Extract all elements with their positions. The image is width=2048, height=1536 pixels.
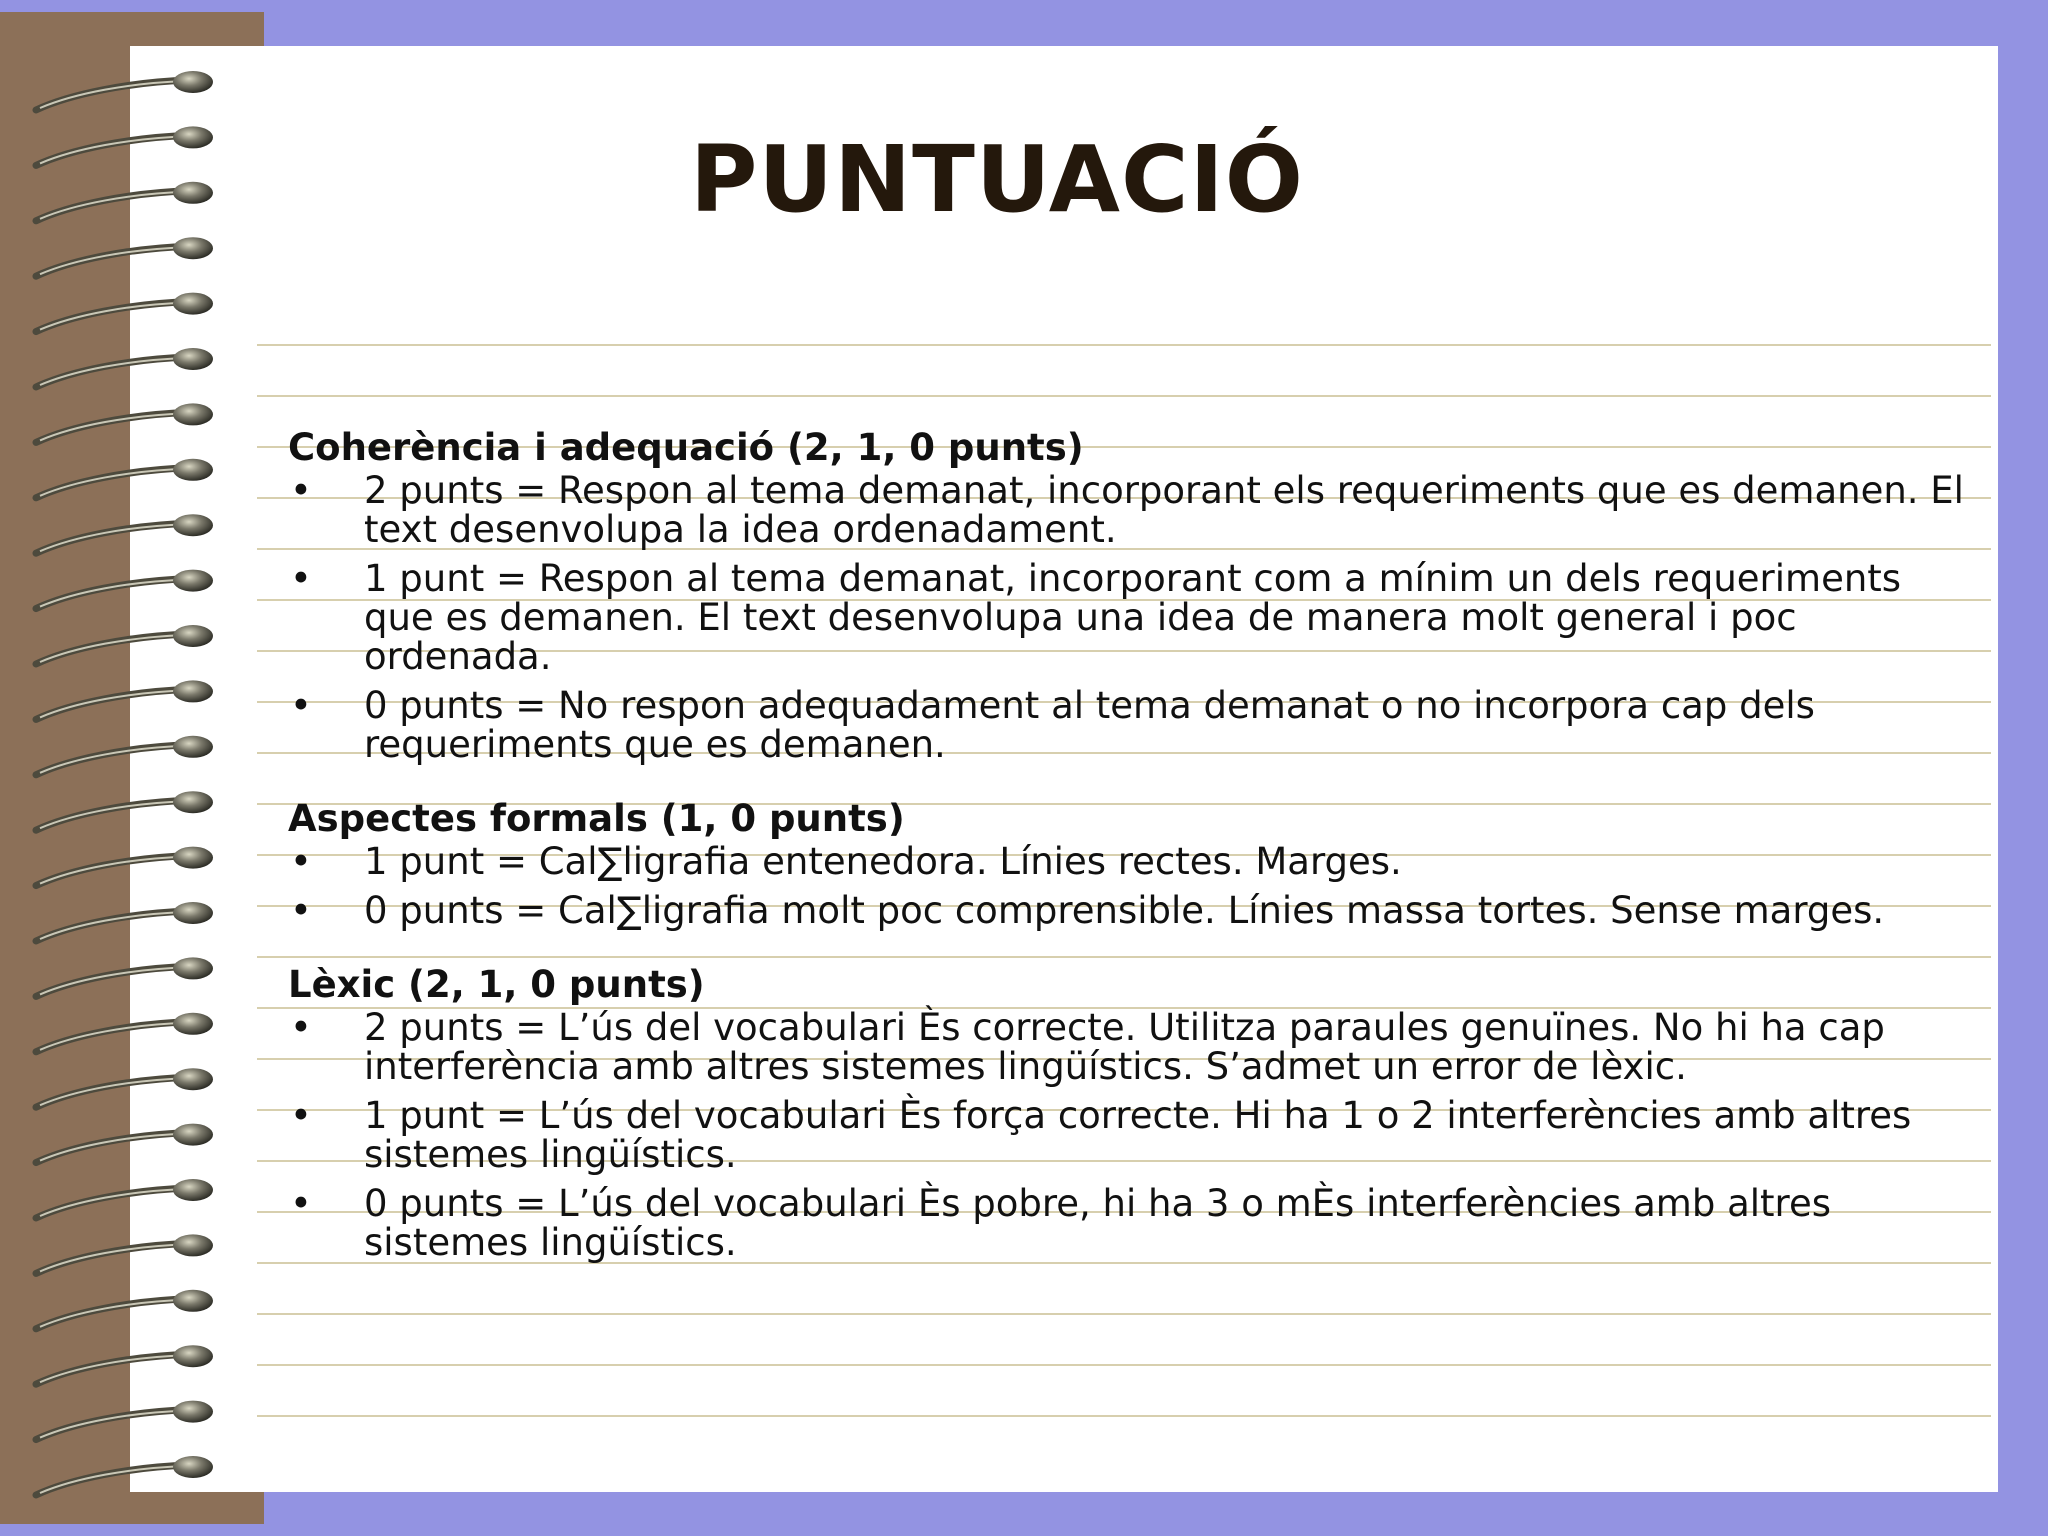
ruled-line (257, 1415, 1991, 1417)
bullet-icon: • (290, 1182, 312, 1225)
spiral-coil-icon (36, 514, 213, 553)
list-item (288, 842, 1978, 881)
list-item (288, 1096, 1978, 1174)
spiral-coil-icon (36, 1456, 213, 1495)
spiral-coil-icon (36, 182, 213, 221)
spiral-coil-icon (36, 1179, 213, 1218)
spiral-coil-icon (36, 1068, 213, 1107)
spiral-coil-icon (36, 348, 213, 387)
bullet-icon: • (290, 1094, 312, 1137)
section-heading: Coherència i adequació (2, 1, 0 punts) (288, 426, 1084, 469)
spiral-coil-icon (36, 1013, 213, 1052)
bullet-icon: • (290, 469, 312, 512)
list-item-text: 0 punts = Cal∑ligrafia molt poc comprensible. Línies massa tortes. Sense marges. (364, 889, 1885, 932)
spiral-coil-icon (36, 957, 213, 996)
scoring-criteria (288, 425, 1978, 1294)
spiral-coil-icon (36, 293, 213, 332)
list-item (288, 559, 1978, 676)
list-item-text: 1 punt = Respon al tema demanat, incorporant com a mínim un dels requeriments que es demanen. El text desenvolupa una idea de manera molt general i poc ordenada. (364, 557, 1902, 678)
spiral-coil-icon (36, 570, 213, 609)
bullet-icon: • (290, 557, 312, 600)
spiral-coil-icon (36, 902, 213, 941)
list-item (288, 891, 1978, 930)
spiral-coil-icon (36, 459, 213, 498)
bullet-icon: • (290, 840, 312, 883)
bullet-icon: • (290, 889, 312, 932)
bullet-icon: • (290, 1006, 312, 1049)
bullet-list (288, 1008, 1978, 1262)
section-coherence (288, 425, 1978, 764)
spiral-coil-icon (36, 237, 213, 276)
spiral-coil-icon (36, 1124, 213, 1163)
list-item-text: 1 punt = L’ús del vocabulari Ès força correcte. Hi ha 1 o 2 interferències amb altres sistemes lingüístics. (364, 1094, 1912, 1176)
list-item-text: 2 punts = L’ús del vocabulari Ès correcte. Utilitza paraules genuïnes. No hi ha cap interferència amb altres sistemes lingüístics. S’admet un error de lèxic. (364, 1006, 1885, 1088)
ruled-line (257, 1364, 1991, 1366)
ruled-line (257, 395, 1991, 397)
spiral-coil-icon (36, 736, 213, 775)
page-title: PUNTUACIÓ (690, 126, 1304, 233)
list-item (288, 686, 1978, 764)
spiral-coil-icon (36, 1401, 213, 1440)
ruled-line (257, 1313, 1991, 1315)
section-heading: Lèxic (2, 1, 0 punts) (288, 963, 705, 1006)
list-item (288, 1008, 1978, 1086)
bullet-list (288, 471, 1978, 764)
list-item-text: 2 punts = Respon al tema demanat, incorporant els requeriments que es demanen. El text desenvolupa la idea ordenadament. (364, 469, 1964, 551)
spiral-coil-icon (36, 1345, 213, 1384)
list-item-text: 1 punt = Cal∑ligrafia entenedora. Línies rectes. Marges. (364, 840, 1402, 883)
spiral-coil-icon (36, 71, 213, 110)
spiral-coil-icon (36, 625, 213, 664)
spiral-coil-icon (36, 1234, 213, 1273)
spiral-coil-icon (36, 680, 213, 719)
spiral-coil-icon (36, 403, 213, 442)
list-item (288, 471, 1978, 549)
list-item-text: 0 punts = L’ús del vocabulari Ès pobre, hi ha 3 o mÈs interferències amb altres sistemes lingüístics. (364, 1182, 1831, 1264)
spiral-coil-icon (36, 126, 213, 165)
bullet-list (288, 842, 1978, 930)
section-lexicon (288, 962, 1978, 1262)
section-formal-aspects (288, 796, 1978, 930)
bullet-icon: • (290, 684, 312, 727)
spiral-coil-icon (36, 1290, 213, 1329)
list-item (288, 1184, 1978, 1262)
list-item-text: 0 punts = No respon adequadament al tema demanat o no incorpora cap dels requeriments que es demanen. (364, 684, 1815, 766)
spiral-coil-icon (36, 847, 213, 886)
spiral-binding (0, 0, 240, 1536)
ruled-line (257, 344, 1991, 346)
spiral-coil-icon (36, 791, 213, 830)
section-heading: Aspectes formals (1, 0 punts) (288, 797, 905, 840)
